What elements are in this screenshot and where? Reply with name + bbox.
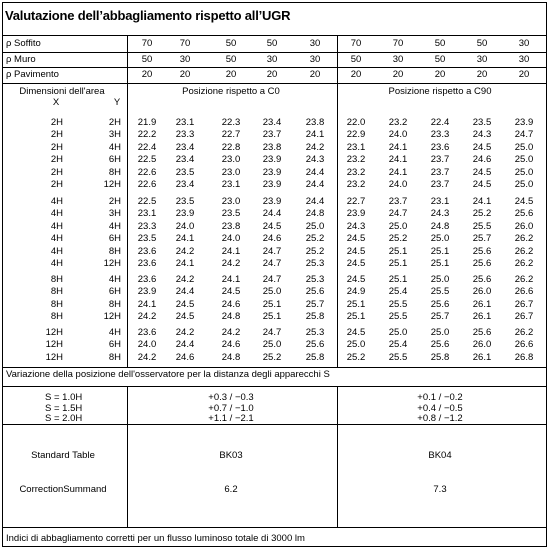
ugr-value: 25.7 <box>430 311 450 323</box>
ugr-value: 25.6 <box>472 258 492 269</box>
ugr-value: 24.9 <box>346 286 366 298</box>
ugr-value: 24.7 <box>388 208 408 220</box>
row-y-dimension: 6H <box>108 233 121 245</box>
ugr-value: 26.2 <box>514 274 534 285</box>
ugr-value: 26.0 <box>514 220 534 232</box>
ugr-value: 24.2 <box>221 258 241 269</box>
ugr-value: 22.8 <box>221 141 241 153</box>
ugr-value: 25.6 <box>472 245 492 257</box>
ugr-value: 25.6 <box>430 298 450 310</box>
ugr-value: 23.4 <box>262 117 282 128</box>
row-y-dimension: 12H <box>103 311 121 323</box>
ugr-value: 23.5 <box>137 233 157 245</box>
ugr-value: 23.8 <box>305 117 325 128</box>
ugr-value: 25.1 <box>262 311 282 323</box>
reflectance-value: 70 <box>350 38 362 49</box>
ugr-value: 23.0 <box>221 154 241 166</box>
ugr-value: 26.1 <box>472 351 492 363</box>
ugr-value: 24.2 <box>175 327 195 338</box>
ugr-value: 22.5 <box>137 154 157 166</box>
ugr-value: 25.1 <box>388 274 408 285</box>
ugr-value: 25.0 <box>262 286 282 298</box>
correction-label: CorrectionSummand <box>19 484 107 495</box>
c0-header: Posizione rispetto a C0 <box>182 86 280 97</box>
ugr-value: 24.4 <box>305 166 325 178</box>
standard-table-label: Standard Table <box>31 450 95 461</box>
ugr-value: 23.3 <box>175 129 195 141</box>
reflectance-value: 30 <box>392 54 404 65</box>
ugr-value: 25.0 <box>430 327 450 338</box>
ugr-value: 23.7 <box>430 154 450 166</box>
reflectance-value: 50 <box>225 38 237 49</box>
ugr-value: 23.1 <box>137 208 157 220</box>
reflectance-value: 70 <box>141 38 153 49</box>
ugr-value: 23.2 <box>346 166 366 178</box>
ugr-value: 23.9 <box>262 179 282 190</box>
y-header: Y <box>113 97 121 108</box>
ugr-value: 23.1 <box>221 179 241 190</box>
ugr-value: 24.5 <box>472 141 492 153</box>
ugr-value: 24.5 <box>346 327 366 338</box>
ugr-value: 24.2 <box>137 311 157 323</box>
row-y-dimension: 12H <box>103 258 121 269</box>
ugr-value: 23.6 <box>137 327 157 338</box>
ugr-value: 21.9 <box>137 117 157 128</box>
ugr-value: 25.2 <box>305 245 325 257</box>
ugr-value: 22.4 <box>430 117 450 128</box>
ugr-value: 26.2 <box>514 327 534 338</box>
ugr-value: 25.0 <box>262 339 282 351</box>
reflectance-label: ρ Pavimento <box>6 69 59 80</box>
row-x-dimension: 4H <box>50 208 63 220</box>
ugr-value: 25.6 <box>305 339 325 351</box>
ugr-value: 25.3 <box>305 274 325 285</box>
ugr-value: 25.3 <box>305 327 325 338</box>
table-bottom-divider <box>2 367 547 368</box>
ugr-value: 23.7 <box>262 129 282 141</box>
ugr-value: 26.0 <box>472 339 492 351</box>
ugr-value: 25.0 <box>388 327 408 338</box>
row-x-dimension: 2H <box>50 166 63 178</box>
ugr-value: 24.1 <box>175 258 195 269</box>
row-x-dimension: 12H <box>45 339 63 351</box>
ugr-value: 24.1 <box>388 166 408 178</box>
ugr-value: 23.9 <box>262 154 282 166</box>
ugr-value: 24.5 <box>346 274 366 285</box>
ugr-value: 25.5 <box>388 298 408 310</box>
ugr-value: 24.2 <box>175 245 195 257</box>
reflectance-value: 50 <box>434 54 446 65</box>
ugr-value: 24.2 <box>137 351 157 363</box>
c90-header: Posizione rispetto a C90 <box>388 86 492 97</box>
ugr-value: 24.5 <box>472 179 492 190</box>
row-y-dimension: 2H <box>108 196 121 207</box>
ugr-value: 24.3 <box>305 154 325 166</box>
ugr-value: 23.9 <box>137 286 157 298</box>
ugr-value: 23.0 <box>221 166 241 178</box>
c0-c90-divider <box>337 386 338 527</box>
ugr-value: 23.4 <box>175 141 195 153</box>
ugr-value: 25.0 <box>388 220 408 232</box>
row-x-dimension: 12H <box>45 327 63 338</box>
row-y-dimension: 3H <box>108 129 121 141</box>
ugr-value: 25.6 <box>305 286 325 298</box>
row-x-dimension: 2H <box>50 154 63 166</box>
reflectance-value: 50 <box>350 54 362 65</box>
ugr-value: 23.5 <box>472 117 492 128</box>
ugr-value: 26.7 <box>514 298 534 310</box>
row-y-dimension: 6H <box>108 286 121 298</box>
ugr-value: 24.4 <box>175 339 195 351</box>
ugr-value: 24.5 <box>346 258 366 269</box>
ugr-value: 24.7 <box>514 129 534 141</box>
reflectance-value: 50 <box>225 54 237 65</box>
ugr-value: 25.2 <box>388 233 408 245</box>
ugr-value: 24.5 <box>346 245 366 257</box>
ugr-value: 23.1 <box>430 196 450 207</box>
ugr-value: 24.2 <box>221 327 241 338</box>
ugr-value: 24.6 <box>175 351 195 363</box>
reflectance-value: 20 <box>179 69 191 80</box>
ugr-value: 24.6 <box>262 233 282 245</box>
ugr-value: 25.4 <box>388 286 408 298</box>
ugr-value: 23.1 <box>175 117 195 128</box>
reflectance-divider <box>2 83 547 84</box>
variation-c90-value: +0.1 / −0.2 <box>417 392 463 403</box>
ugr-value: 25.5 <box>472 220 492 232</box>
ugr-value: 25.8 <box>305 311 325 323</box>
row-x-dimension: 8H <box>50 274 63 285</box>
row-y-dimension: 12H <box>103 179 121 190</box>
ugr-value: 24.3 <box>430 208 450 220</box>
ugr-value: 23.5 <box>175 166 195 178</box>
standard-table-c0: BK03 <box>219 450 243 461</box>
ugr-value: 24.6 <box>221 298 241 310</box>
correction-c90: 7.3 <box>433 484 447 495</box>
ugr-value: 23.9 <box>262 196 282 207</box>
ugr-value: 22.5 <box>137 196 157 207</box>
ugr-value: 23.8 <box>221 220 241 232</box>
ugr-value: 25.7 <box>305 298 325 310</box>
ugr-value: 23.8 <box>262 141 282 153</box>
ugr-value: 25.8 <box>305 351 325 363</box>
ugr-value: 24.0 <box>388 129 408 141</box>
ugr-value: 26.1 <box>472 298 492 310</box>
ugr-value: 24.4 <box>175 286 195 298</box>
ugr-value: 24.8 <box>221 311 241 323</box>
reflectance-value: 50 <box>141 54 153 65</box>
ugr-value: 26.7 <box>514 311 534 323</box>
ugr-value: 25.2 <box>305 233 325 245</box>
ugr-value: 24.6 <box>221 339 241 351</box>
row-y-dimension: 4H <box>108 220 121 232</box>
ugr-value: 24.0 <box>221 233 241 245</box>
ugr-value: 23.0 <box>221 196 241 207</box>
reflectance-value: 70 <box>179 38 191 49</box>
ugr-value: 22.6 <box>137 166 157 178</box>
ugr-value: 26.2 <box>514 245 534 257</box>
dimensions-header: Dimensioni dell'area <box>19 86 105 97</box>
ugr-value: 25.6 <box>472 274 492 285</box>
reflectance-value: 30 <box>179 54 191 65</box>
title-divider <box>2 35 547 36</box>
ugr-value: 25.6 <box>514 208 534 220</box>
reflectance-label: ρ Muro <box>6 54 36 65</box>
reflectance-value: 50 <box>476 38 488 49</box>
ugr-value: 25.1 <box>262 298 282 310</box>
ugr-value: 23.2 <box>346 179 366 190</box>
ugr-value: 23.5 <box>221 208 241 220</box>
row-y-dimension: 4H <box>108 327 121 338</box>
ugr-value: 25.1 <box>388 245 408 257</box>
standard-table-c90: BK04 <box>428 450 452 461</box>
ugr-value: 25.0 <box>430 274 450 285</box>
ugr-value: 24.4 <box>305 179 325 190</box>
ugr-value: 24.1 <box>305 129 325 141</box>
ugr-value: 23.2 <box>388 117 408 128</box>
ugr-value: 23.9 <box>346 208 366 220</box>
ugr-value: 25.5 <box>388 351 408 363</box>
reflectance-value: 20 <box>434 69 446 80</box>
reflectance-value: 30 <box>476 54 488 65</box>
ugr-value: 24.2 <box>175 274 195 285</box>
ugr-value: 24.3 <box>346 220 366 232</box>
ugr-value: 24.8 <box>221 351 241 363</box>
ugr-value: 24.4 <box>305 196 325 207</box>
ugr-value: 25.5 <box>430 286 450 298</box>
row-x-dimension: 4H <box>50 220 63 232</box>
footnote: Indici di abbagliamento corretti per un flusso luminoso totale di 3000 lm <box>6 533 305 544</box>
ugr-value: 26.2 <box>514 233 534 245</box>
row-x-dimension: 4H <box>50 245 63 257</box>
ugr-value: 23.1 <box>346 141 366 153</box>
ugr-value: 23.9 <box>514 117 534 128</box>
ugr-value: 25.6 <box>430 339 450 351</box>
row-y-dimension: 6H <box>108 154 121 166</box>
row-y-dimension: 4H <box>108 274 121 285</box>
ugr-value: 23.3 <box>137 220 157 232</box>
ugr-value: 22.2 <box>137 129 157 141</box>
ugr-value: 25.0 <box>514 166 534 178</box>
reflectance-value: 70 <box>392 38 404 49</box>
ugr-value: 24.5 <box>221 286 241 298</box>
reflectance-label: ρ Soffito <box>6 38 41 49</box>
reflectance-value: 50 <box>266 38 278 49</box>
row-y-dimension: 8H <box>108 166 121 178</box>
ugr-value: 23.4 <box>175 179 195 190</box>
ugr-value: 24.8 <box>430 220 450 232</box>
ugr-value: 26.6 <box>514 286 534 298</box>
ugr-value: 24.5 <box>514 196 534 207</box>
row-x-dimension: 12H <box>45 351 63 363</box>
ugr-value: 23.5 <box>175 196 195 207</box>
reflectance-value: 30 <box>266 54 278 65</box>
ugr-value: 24.3 <box>472 129 492 141</box>
ugr-value: 24.7 <box>262 327 282 338</box>
ugr-value: 25.0 <box>514 179 534 190</box>
ugr-value: 26.2 <box>514 258 534 269</box>
row-y-dimension: 8H <box>108 351 121 363</box>
variation-c0-value: +0.3 / −0.3 <box>208 392 254 403</box>
reflectance-value: 20 <box>476 69 488 80</box>
reflectance-value: 20 <box>309 69 321 80</box>
ugr-value: 26.8 <box>514 351 534 363</box>
ugr-value: 24.5 <box>175 298 195 310</box>
ugr-value: 24.1 <box>221 274 241 285</box>
reflectance-value: 20 <box>392 69 404 80</box>
variation-row-label: S = 2.0H <box>45 413 83 424</box>
reflectance-value: 50 <box>434 38 446 49</box>
ugr-value: 23.6 <box>137 245 157 257</box>
ugr-value: 24.0 <box>175 220 195 232</box>
ugr-value: 22.9 <box>346 129 366 141</box>
ugr-value: 25.8 <box>430 351 450 363</box>
row-divider <box>2 52 547 53</box>
reflectance-value: 20 <box>350 69 362 80</box>
ugr-value: 24.7 <box>262 245 282 257</box>
ugr-value: 25.0 <box>514 154 534 166</box>
variation-row-label: S = 1.5H <box>45 403 83 414</box>
ugr-value: 24.1 <box>388 141 408 153</box>
reflectance-value: 20 <box>225 69 237 80</box>
ugr-value: 25.1 <box>430 258 450 269</box>
reflectance-value: 20 <box>266 69 278 80</box>
variation-divider <box>2 424 547 425</box>
ugr-value: 24.7 <box>262 274 282 285</box>
ugr-value: 24.7 <box>262 258 282 269</box>
ugr-value: 25.0 <box>514 141 534 153</box>
ugr-value: 22.6 <box>137 179 157 190</box>
variation-label: Variazione della posizione dell'osservatore per la distanza degli apparecchi S <box>6 369 330 380</box>
row-y-dimension: 3H <box>108 208 121 220</box>
row-y-dimension: 4H <box>108 141 121 153</box>
variation-label-divider <box>2 386 547 387</box>
reflectance-value: 20 <box>518 69 530 80</box>
ugr-value: 25.2 <box>262 351 282 363</box>
ugr-value: 23.6 <box>430 141 450 153</box>
footnote-divider <box>2 527 547 528</box>
ugr-value: 24.0 <box>137 339 157 351</box>
ugr-value: 24.5 <box>346 233 366 245</box>
row-x-dimension: 2H <box>50 141 63 153</box>
row-x-dimension: 4H <box>50 196 63 207</box>
ugr-value: 25.1 <box>346 311 366 323</box>
ugr-value: 25.2 <box>346 351 366 363</box>
ugr-value: 25.2 <box>472 208 492 220</box>
ugr-value: 24.5 <box>175 311 195 323</box>
x-header: X <box>52 97 60 108</box>
reflectance-value: 20 <box>141 69 153 80</box>
ugr-value: 23.9 <box>175 208 195 220</box>
ugr-value: 25.0 <box>305 220 325 232</box>
row-x-dimension: 2H <box>50 117 63 128</box>
row-y-dimension: 6H <box>108 339 121 351</box>
variation-c0-value: +1.1 / −2.1 <box>208 413 254 424</box>
ugr-value: 24.5 <box>262 220 282 232</box>
ugr-value: 25.7 <box>472 233 492 245</box>
row-x-dimension: 4H <box>50 233 63 245</box>
variation-row-label: S = 1.0H <box>45 392 83 403</box>
ugr-value: 23.4 <box>175 154 195 166</box>
ugr-value: 22.7 <box>221 129 241 141</box>
ugr-value: 25.1 <box>388 258 408 269</box>
ugr-value: 22.7 <box>346 196 366 207</box>
reflectance-value: 30 <box>518 38 530 49</box>
ugr-value: 25.5 <box>388 311 408 323</box>
ugr-value: 24.1 <box>137 298 157 310</box>
variation-c0-value: +0.7 / −1.0 <box>208 403 254 414</box>
ugr-value: 23.7 <box>388 196 408 207</box>
ugr-value: 26.0 <box>472 286 492 298</box>
ugr-value: 25.4 <box>388 339 408 351</box>
reflectance-value: 30 <box>309 54 321 65</box>
variation-c90-value: +0.4 / −0.5 <box>417 403 463 414</box>
label-column-divider <box>127 386 128 527</box>
ugr-value: 23.6 <box>137 258 157 269</box>
ugr-value: 23.6 <box>137 274 157 285</box>
ugr-value: 25.6 <box>472 327 492 338</box>
ugr-value: 24.2 <box>305 141 325 153</box>
row-x-dimension: 8H <box>50 311 63 323</box>
ugr-value: 23.7 <box>430 179 450 190</box>
row-y-dimension: 8H <box>108 245 121 257</box>
correction-c0: 6.2 <box>224 484 238 495</box>
ugr-value: 22.4 <box>137 141 157 153</box>
ugr-value: 25.0 <box>430 233 450 245</box>
ugr-value: 26.6 <box>514 339 534 351</box>
ugr-value: 25.0 <box>346 339 366 351</box>
ugr-value: 24.1 <box>472 196 492 207</box>
variation-c90-value: +0.8 / −1.2 <box>417 413 463 424</box>
row-x-dimension: 8H <box>50 286 63 298</box>
ugr-value: 24.6 <box>472 154 492 166</box>
ugr-value: 22.3 <box>221 117 241 128</box>
ugr-value: 26.1 <box>472 311 492 323</box>
row-x-dimension: 8H <box>50 298 63 310</box>
row-x-dimension: 2H <box>50 179 63 190</box>
ugr-value: 24.8 <box>305 208 325 220</box>
ugr-value: 23.2 <box>346 154 366 166</box>
ugr-value: 23.7 <box>430 166 450 178</box>
row-x-dimension: 4H <box>50 258 63 269</box>
row-y-dimension: 8H <box>108 298 121 310</box>
ugr-value: 22.0 <box>346 117 366 128</box>
ugr-value: 24.4 <box>262 208 282 220</box>
reflectance-value: 30 <box>309 38 321 49</box>
row-x-dimension: 2H <box>50 129 63 141</box>
ugr-value: 23.9 <box>262 166 282 178</box>
ugr-value: 23.3 <box>430 129 450 141</box>
ugr-value: 24.1 <box>388 154 408 166</box>
ugr-value: 24.1 <box>221 245 241 257</box>
ugr-value: 25.3 <box>305 258 325 269</box>
reflectance-value: 30 <box>518 54 530 65</box>
row-divider <box>2 67 547 68</box>
ugr-value: 24.0 <box>388 179 408 190</box>
page-title: Valutazione dell’abbagliamento rispetto all’UGR <box>5 8 291 23</box>
ugr-value: 24.1 <box>175 233 195 245</box>
ugr-value: 24.5 <box>472 166 492 178</box>
ugr-value: 25.1 <box>430 245 450 257</box>
row-y-dimension: 2H <box>108 117 121 128</box>
ugr-value: 25.1 <box>346 298 366 310</box>
